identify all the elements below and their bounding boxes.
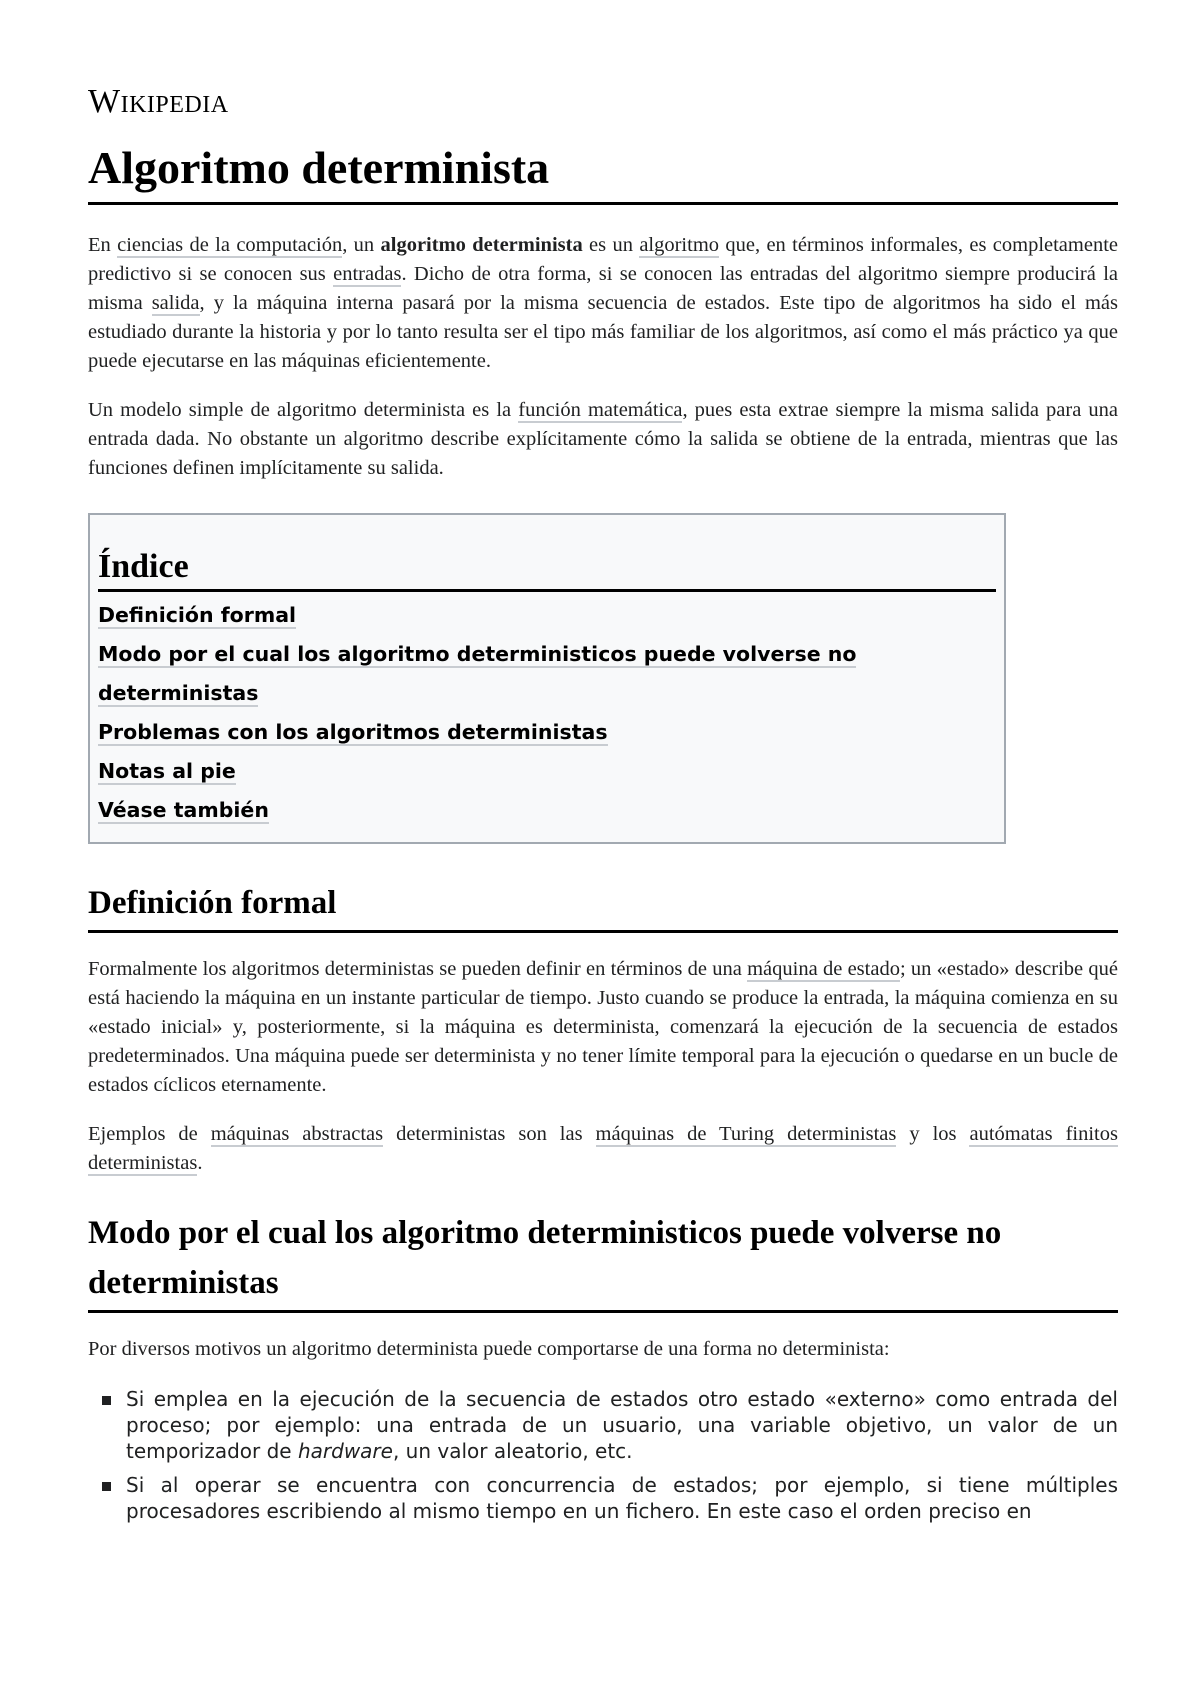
link-algoritmo[interactable]: algoritmo: [639, 234, 720, 256]
intro-paragraph-2: Un modelo simple de algoritmo determinista es la función matemática, pues esta extrae siempre la misma salida para una entrada dada. No obstante un algoritmo describe explícitamente cómo la salida se obtiene de la entrada, mientras que las funciones definen implícitamente su salida.: [88, 399, 1119, 479]
table-of-contents: [88, 513, 1006, 844]
toc-item[interactable]: Modo por el cual los algoritmo deterministicos puede volverse no deterministas: [98, 642, 857, 705]
toc-item[interactable]: Notas al pie: [98, 759, 236, 783]
link-maquina-de-estado[interactable]: máquina de estado: [747, 958, 900, 980]
section1-paragraph-2: Ejemplos de máquinas abstractas deterministas son las máquinas de Turing deterministas y los autómatas finitos deterministas.: [88, 1123, 1118, 1174]
link-ciencias-computacion[interactable]: ciencias de la computación: [117, 234, 343, 256]
bullet-list: [88, 1386, 1118, 1524]
link-maquinas-turing[interactable]: máquinas de Turing deterministas: [595, 1123, 897, 1145]
toc-item[interactable]: Véase también: [98, 798, 269, 822]
link-funcion-matematica[interactable]: función matemática: [518, 399, 683, 421]
term-bold: algoritmo determinista: [380, 234, 583, 256]
link-automatas-finitos[interactable]: autómatas finitos deterministas: [88, 1123, 1118, 1174]
link-maquinas-abstractas[interactable]: máquinas abstractas: [210, 1123, 384, 1145]
section1-paragraph-1: Formalmente los algoritmos deterministas se pueden definir en términos de una máquina de estado; un «estado» describe qué está haciendo la máquina en un instante particular de tiempo. Justo cuando se produce la entrada, la máquina comienza en su «estado inicial» y, posteriormente, si la máquina es determinista, comenzará la ejecución de la secuencia de estados predeterminados. Una máquina puede ser determinista y no tener límite temporal para la ejecución o quedarse en un bucle de estados cíclicos eternamente.: [88, 958, 1118, 1096]
list-item: Si al operar se encuentra con concurrencia de estados; por ejemplo, si tiene múltiples procesadores escribiendo al mismo tiempo en un fichero. En este caso el orden preciso en: [126, 1473, 1118, 1523]
intro-paragraph-1: En ciencias de la computación, un algoritmo determinista es un algoritmo que, en términos informales, es completamente predictivo si se conocen sus entradas. Dicho de otra forma, si se conocen las entradas del algoritmo siempre producirá la misma salida, y la máquina interna pasará por la misma secuencia de estados. Este tipo de algoritmos ha sido el más estudiado durante la historia y por lo tanto resulta ser el tipo más familiar de los algoritmos, así como el más práctico ya que puede ejecutarse en las máquinas eficientemente.: [88, 234, 1118, 372]
toc-item[interactable]: Problemas con los algoritmos deterministas: [98, 720, 608, 744]
toc-heading: Índice: [98, 545, 996, 592]
toc-item[interactable]: Definición formal: [98, 603, 297, 627]
page-title: Algoritmo determinista: [88, 140, 1118, 205]
section-heading-definicion: Definición formal: [88, 878, 1118, 933]
section2-intro: Por diversos motivos un algoritmo determinista puede comportarse de una forma no determinista:: [88, 1338, 890, 1360]
article: [88, 0, 1118, 1524]
wikipedia-logo[interactable]: Wikipedia: [88, 83, 229, 120]
link-entradas[interactable]: entradas: [333, 263, 402, 285]
section-heading-modo: Modo por el cual los algoritmo deterministicos puede volverse no deterministas: [88, 1208, 1118, 1313]
list-item: Si emplea en la ejecución de la secuencia de estados otro estado «externo» como entrada del proceso; por ejemplo: una entrada de un usuario, una variable objetivo, un valor de un temporizador de hardware, un valor aleatorio, etc.: [126, 1387, 1118, 1463]
link-salida[interactable]: salida: [151, 292, 200, 314]
